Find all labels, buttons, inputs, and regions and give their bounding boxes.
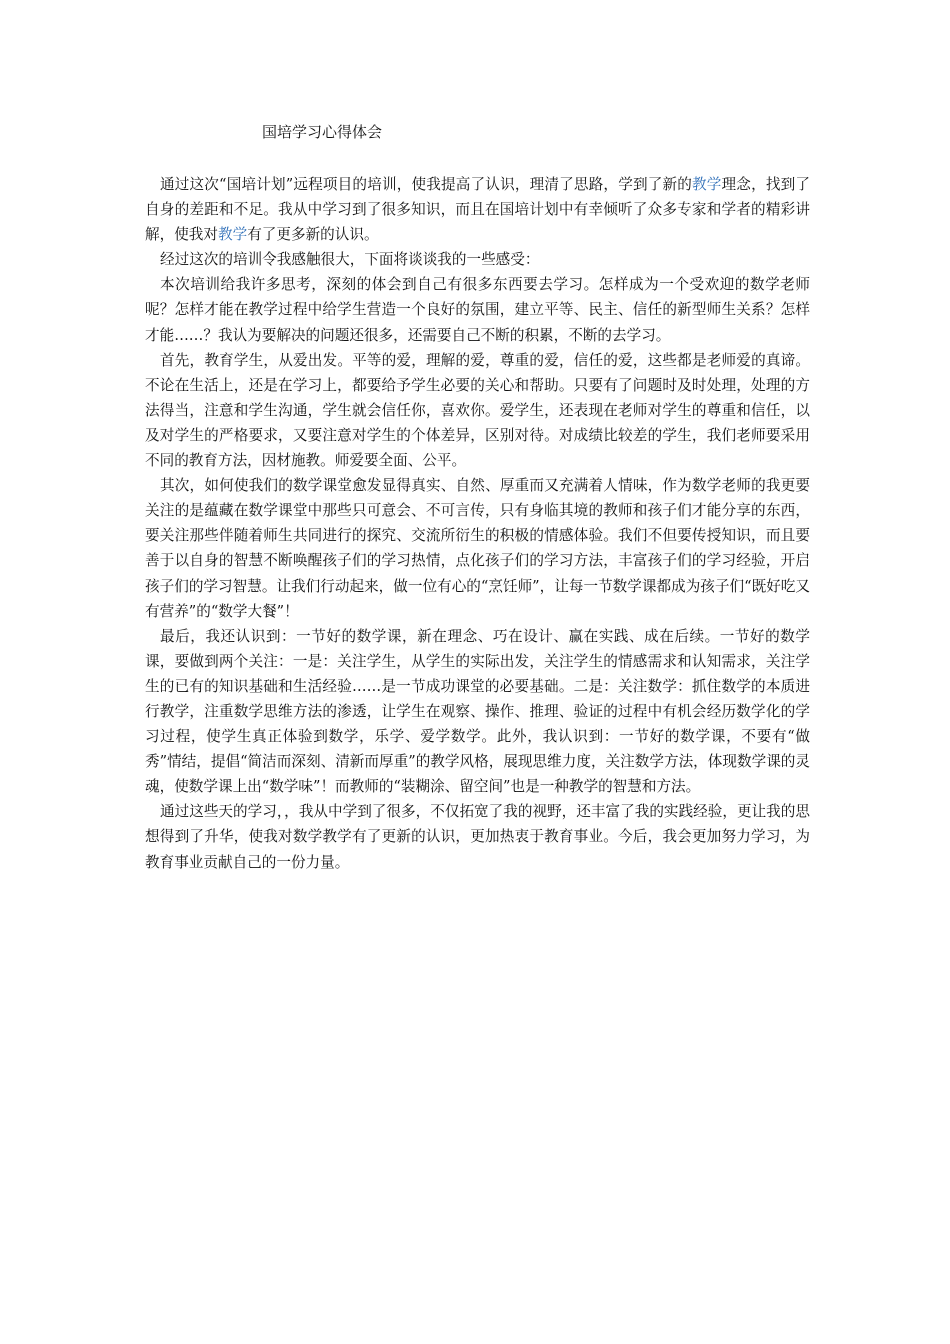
paragraph	[145, 247, 810, 272]
paragraph	[145, 473, 810, 624]
paragraph-text: 其次，如何使我们的数学课堂愈发显得真实、自然、厚重而又充满着人情味，作为数学老师的我更要关注的是蕴藏在数学课堂中那些只可意会、不可言传，只有身临其境的教师和孩子们才能分享的东西，要关注那些伴随着师生共同进行的探究、交流所衍生的积极的情感体验。我们不但要传授知识，而且要善于以自身的智慧不断唤醒孩子们的学习热情，点化孩子们的学习方法，丰富孩子们的学习经验，开启孩子们的学习智慧。让我们行动起来，做一位有心的“烹饪师”，让每一节数学课都成为孩子们“既好吃又有营养”的“数学大餐”！	[145, 477, 810, 620]
paragraph	[145, 272, 810, 347]
paragraph	[145, 172, 810, 247]
paragraph-text: 理念，找到了自身的差距和不足。我从中学习到了很多知识，而且在国培计划中有幸倾听了众多专家和学者的精彩讲解，使我对	[145, 176, 810, 244]
paragraph-text: 本次培训给我许多思考，深刻的体会到自己有很多东西要去学习。怎样成为一个受欢迎的数学老师呢？怎样才能在教学过程中给学生营造一个良好的氛围，建立平等、民主、信任的新型师生关系？怎样才能……？我认为要解决的问题还很多，还需要自己不断的积累，不断的去学习。	[145, 276, 810, 344]
paragraph	[145, 624, 810, 800]
keyword-link[interactable]: 教学	[692, 176, 722, 193]
paragraph-text: 通过这些天的学习，，我从中学到了很多，不仅拓宽了我的视野，还丰富了我的实践经验，更让我的思想得到了升华，使我对数学教学有了更新的认识，更加热衷于教育事业。今后，我会更加努力学习，为教育事业贡献自己的一份力量。	[145, 803, 810, 871]
paragraph	[145, 799, 810, 874]
document-title: 国培学习心得体会	[262, 123, 383, 141]
document-body	[145, 172, 810, 875]
paragraph-text: 有了更多新的认识。	[247, 226, 379, 244]
paragraph	[145, 348, 810, 473]
keyword-link[interactable]: 教学	[217, 226, 248, 244]
document-page	[145, 120, 810, 875]
paragraph-text: 通过这次“国培计划”远程项目的培训，使我提高了认识，理清了思路，学到了新的	[160, 176, 693, 193]
paragraph-text: 经过这次的培训令我感触很大，下面将谈谈我的一些感受：	[160, 251, 540, 269]
paragraph-text: 首先，教育学生，从爱出发。平等的爱，理解的爱，尊重的爱，信任的爱，这些都是老师爱的真谛。不论在生活上，还是在学习上，都要给予学生必要的关心和帮助。只要有了问题时及时处理，处理的方法得当，注意和学生沟通，学生就会信任你，喜欢你。爱学生，还表现在老师对学生的尊重和信任，以及对学生的严格要求，又要注意对学生的个体差异，区别对待。对成绩比较差的学生，我们老师要采用不同的教育方法，因材施教。师爱要全面、公平。	[145, 351, 810, 470]
paragraph-text: 最后，我还认识到：一节好的数学课，新在理念、巧在设计、赢在实践、成在后续。一节好的数学课，要做到两个关注：一是：关注学生，从学生的实际出发，关注学生的情感需求和认知需求，关注学生的已有的知识基础和生活经验……是一节成功课堂的必要基础。二是：关注数学：抓住数学的本质进行教学，注重数学思维方法的渗透，让学生在观察、操作、推理、验证的过程中有机会经历数学化的学习过程，使学生真正体验到数学，乐学、爱学数学。此外，我认识到：一节好的数学课，不要有“做秀”情结，提倡“简洁而深刻、清新而厚重”的教学风格，展现思维力度，关注数学方法，体现数学课的灵魂，使数学课上出“数学味”！而教师的“装糊涂、留空间”也是一种教学的智慧和方法。	[145, 627, 810, 796]
